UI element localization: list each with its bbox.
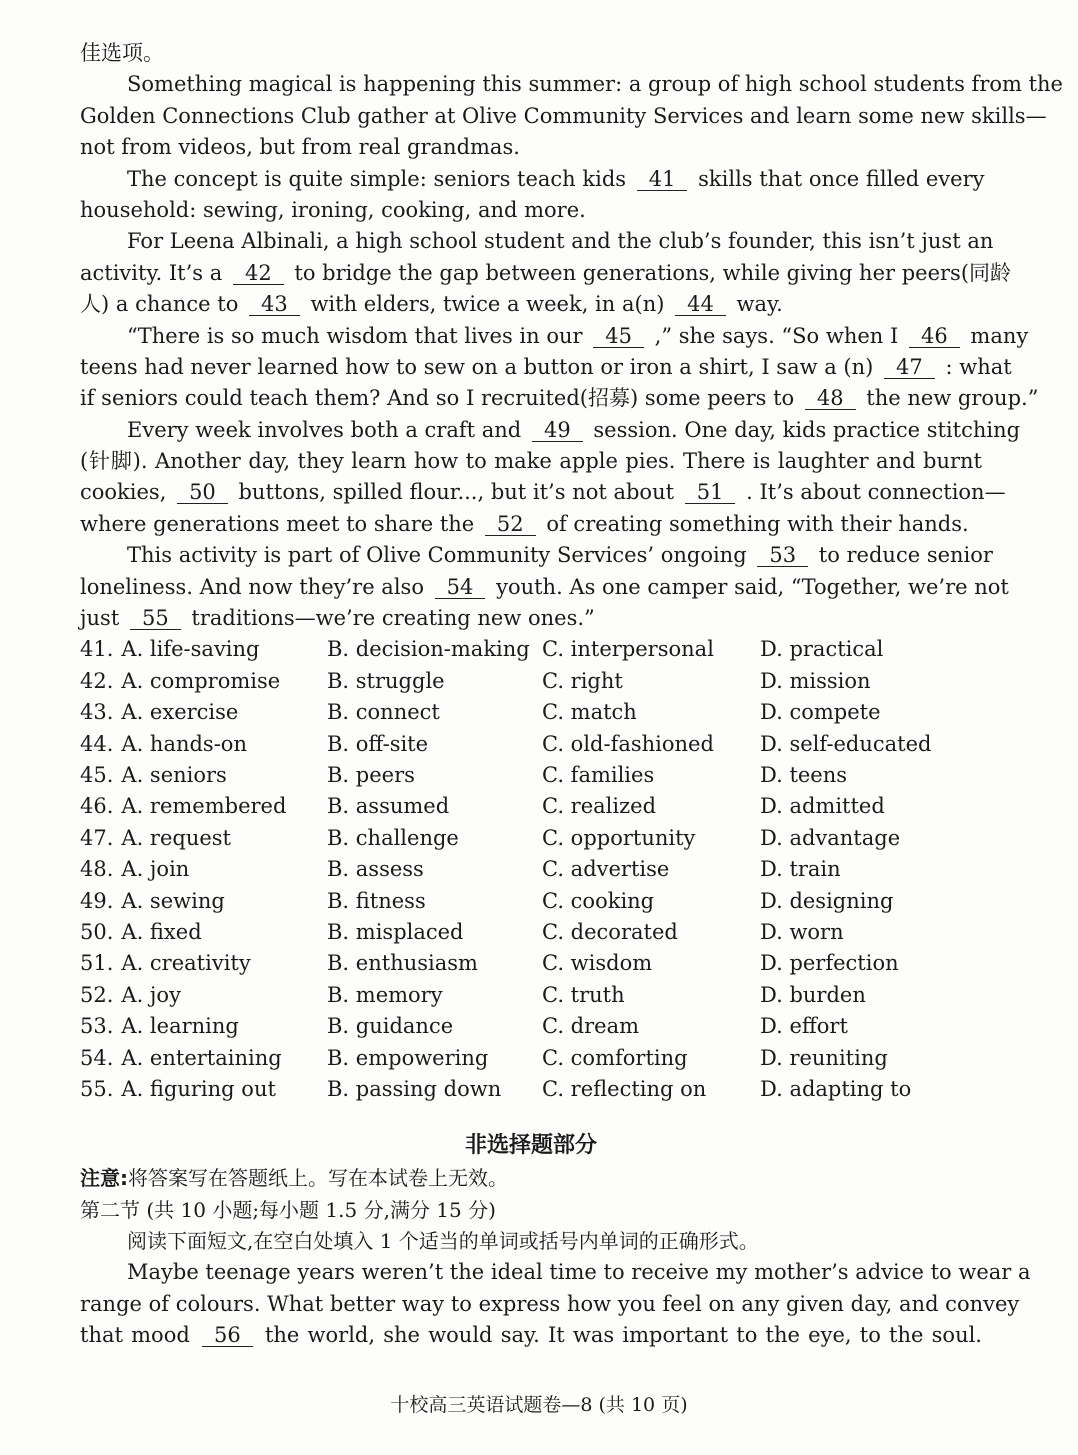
passage-line	[80, 321, 1029, 352]
blank-47: 47	[884, 356, 935, 379]
option: D. advantage	[760, 825, 901, 850]
passage-line	[80, 540, 993, 571]
option	[80, 980, 181, 1011]
question-number: 43.	[80, 700, 114, 725]
passage-line: (针脚). Another day, they learn how to make apple pies. There is laughter and burnt	[80, 449, 982, 474]
text: youth. As one camper said, “Together, we’re not	[496, 574, 1009, 599]
passage-line	[80, 415, 1021, 446]
option	[80, 1011, 239, 1042]
question-number: 41.	[80, 637, 114, 662]
passage2-line: range of colours. What better way to express how you feel on any given day, and convey	[80, 1291, 1020, 1316]
text: Every week involves both a craft and	[127, 417, 522, 442]
option	[80, 854, 189, 885]
section-title: 非选择题部分	[464, 1133, 597, 1159]
option: C. truth	[542, 982, 625, 1007]
blank-44: 44	[675, 293, 726, 316]
text: many	[970, 323, 1029, 348]
text: to bridge the gap between generations, while giving her peers(同龄	[294, 260, 1012, 285]
text: 人) a chance to	[80, 292, 239, 317]
text: “There is so much wisdom that lives in our	[127, 323, 583, 348]
option: D. admitted	[760, 794, 885, 819]
text: of creating something with their hands.	[546, 511, 969, 536]
passage-line	[80, 164, 985, 195]
option	[80, 823, 231, 854]
option: B. assess	[327, 857, 424, 882]
option: C. cooking	[542, 888, 655, 913]
option	[80, 1074, 276, 1105]
text: the new group.”	[866, 386, 1039, 411]
option-a: A. compromise	[121, 668, 281, 693]
option: D. self-educated	[760, 731, 932, 756]
option-a: A. sewing	[121, 888, 225, 913]
question-number: 46.	[80, 794, 114, 819]
option-a: A. remembered	[121, 794, 287, 819]
instruction: 阅读下面短文,在空白处填入 1 个适当的单词或括号内单词的正确形式。	[127, 1229, 759, 1254]
option: B. fitness	[327, 888, 426, 913]
option: B. connect	[327, 700, 440, 725]
text: way.	[736, 292, 783, 317]
option	[80, 666, 280, 697]
option: D. practical	[760, 637, 884, 662]
option: D. adapting to	[760, 1076, 912, 1101]
passage-line: Golden Connections Club gather at Olive Community Services and learn some new skills—	[80, 103, 1047, 128]
option: C. opportunity	[542, 825, 696, 850]
option-a: A. join	[121, 857, 190, 882]
passage-line	[80, 477, 1006, 508]
option: C. decorated	[542, 919, 678, 944]
question-row	[80, 948, 982, 979]
text: if seniors could teach them? And so I recruited(招募) some peers to	[80, 386, 795, 411]
option: D. effort	[760, 1014, 848, 1039]
text: . It’s about connection—	[746, 480, 1006, 505]
option: B. challenge	[327, 825, 459, 850]
text: the world, she would say. It was important to the eye, to the soul.	[264, 1323, 982, 1348]
option: D. designing	[760, 888, 894, 913]
text: just	[80, 606, 120, 631]
text: skills that once filled every	[698, 166, 985, 191]
passage-line: household: sewing, ironing, cooking, and more.	[80, 197, 586, 222]
question-number: 42.	[80, 668, 114, 693]
blank-46: 46	[909, 325, 960, 348]
option-a: A. exercise	[121, 700, 239, 725]
option	[80, 886, 225, 917]
question-row	[80, 1011, 982, 1042]
part-heading: 第二节 (共 10 小题;每小题 1.5 分,满分 15 分)	[80, 1197, 496, 1222]
passage-line: not from videos, but from real grandmas.	[80, 135, 520, 160]
text: traditions—we’re creating new ones.”	[191, 606, 595, 631]
text: teens had never learned how to sew on a button or iron a shirt, I saw a (n)	[80, 354, 874, 379]
option: D. perfection	[760, 951, 899, 976]
blank-56: 56	[202, 1324, 253, 1347]
question-number: 48.	[80, 857, 114, 882]
question-number: 54.	[80, 1045, 114, 1070]
option	[80, 1043, 282, 1074]
option	[80, 729, 247, 760]
question-row	[80, 760, 982, 791]
passage2-line	[80, 1320, 982, 1351]
option: B. enthusiasm	[327, 951, 478, 976]
option: B. passing down	[327, 1076, 502, 1101]
blank-53: 53	[757, 544, 808, 567]
text: ,” she says. “So when I	[654, 323, 899, 348]
text: activity. It’s a	[80, 260, 223, 285]
option: D. burden	[760, 982, 866, 1007]
option: B. assumed	[327, 794, 450, 819]
question-number: 55.	[80, 1076, 114, 1101]
option: C. match	[542, 700, 637, 725]
question-number: 50.	[80, 919, 114, 944]
page-footer: 十校高三英语试题卷—8 (共 10 页)	[390, 1394, 688, 1416]
text: that mood	[80, 1323, 190, 1348]
option: C. old-fashioned	[542, 731, 714, 756]
text: cookies,	[80, 480, 167, 505]
option-a: A. hands-on	[121, 731, 247, 756]
option: B. off-site	[327, 731, 429, 756]
text: with elders, twice a week, in a(n)	[310, 292, 665, 317]
question-row	[80, 697, 982, 728]
question-number: 53.	[80, 1014, 114, 1039]
blank-42: 42	[233, 262, 284, 285]
text: : what	[945, 354, 1012, 379]
passage-line	[80, 289, 982, 320]
option: C. right	[542, 668, 623, 693]
passage-line	[80, 383, 1039, 414]
blank-49: 49	[532, 419, 583, 442]
option	[80, 697, 238, 728]
option: C. reflecting on	[542, 1076, 707, 1101]
option: B. struggle	[327, 668, 445, 693]
option: B. misplaced	[327, 919, 464, 944]
passage-line: For Leena Albinali, a high school student and the club’s founder, this isn’t just an	[127, 229, 994, 254]
passage-line: Something magical is happening this summer: a group of high school students from the	[127, 72, 1063, 97]
question-row	[80, 1074, 982, 1105]
blank-52: 52	[485, 513, 536, 536]
option: B. decision-making	[327, 637, 530, 662]
text: session. One day, kids practice stitching	[593, 417, 1021, 442]
option: C. advertise	[542, 857, 670, 882]
option	[80, 948, 251, 979]
question-row	[80, 634, 982, 665]
question-row	[80, 729, 982, 760]
option: D. train	[760, 857, 841, 882]
option: C. wisdom	[542, 951, 653, 976]
exam-page	[80, 38, 1063, 1352]
option: D. worn	[760, 919, 844, 944]
question-number: 51.	[80, 951, 114, 976]
text: This activity is part of Olive Community Services’ ongoing	[127, 543, 747, 568]
question-number: 49.	[80, 888, 114, 913]
option-a: A. joy	[121, 982, 181, 1007]
option: B. guidance	[327, 1014, 454, 1039]
question-row	[80, 886, 982, 917]
option-a: A. creativity	[121, 951, 251, 976]
question-row	[80, 823, 982, 854]
option-a: A. learning	[121, 1014, 239, 1039]
option: B. memory	[327, 982, 443, 1007]
option: C. realized	[542, 794, 657, 819]
passage-line	[80, 509, 982, 540]
note	[80, 1163, 982, 1194]
option	[80, 634, 260, 665]
option-a: A. figuring out	[121, 1076, 276, 1101]
option: B. empowering	[327, 1045, 489, 1070]
text: to reduce senior	[818, 543, 993, 568]
option-a: A. request	[121, 825, 231, 850]
option	[80, 791, 286, 822]
question-row	[80, 917, 982, 948]
option: C. interpersonal	[542, 637, 714, 662]
blank-41: 41	[637, 168, 688, 191]
option: C. families	[542, 762, 655, 787]
option-a: A. fixed	[121, 919, 202, 944]
passage-line	[80, 572, 1009, 603]
passage-line	[80, 258, 1012, 289]
blank-51: 51	[685, 481, 736, 504]
passage-line: 佳选项。	[80, 41, 164, 65]
option: C. dream	[542, 1014, 640, 1039]
option-a: A. life-saving	[121, 637, 260, 662]
blank-54: 54	[435, 576, 486, 599]
passage-line	[80, 603, 982, 634]
text: where generations meet to share the	[80, 511, 475, 536]
text: The concept is quite simple: seniors teach kids	[127, 166, 627, 191]
option: C. comforting	[542, 1045, 688, 1070]
option-a: A. seniors	[121, 762, 227, 787]
question-row	[80, 980, 982, 1011]
blank-55: 55	[130, 607, 181, 630]
answer-options	[80, 634, 982, 1105]
question-number: 52.	[80, 982, 114, 1007]
note-text: 将答案写在答题纸上。写在本试卷上无效。	[128, 1166, 508, 1191]
option: D. mission	[760, 668, 871, 693]
blank-45: 45	[593, 325, 644, 348]
passage2-line: Maybe teenage years weren’t the ideal time to receive my mother’s advice to wear a	[127, 1260, 1031, 1285]
question-row	[80, 666, 982, 697]
blank-43: 43	[249, 293, 300, 316]
question-row	[80, 1043, 982, 1074]
option: D. teens	[760, 762, 848, 787]
option	[80, 917, 202, 948]
question-row	[80, 791, 982, 822]
note-label: 注意:	[80, 1166, 128, 1191]
passage-line	[80, 352, 1012, 383]
blank-48: 48	[805, 387, 856, 410]
question-number: 45.	[80, 762, 114, 787]
option	[80, 760, 227, 791]
text: buttons, spilled flour..., but it’s not about	[238, 480, 675, 505]
text: loneliness. And now they’re also	[80, 574, 424, 599]
option: D. compete	[760, 700, 881, 725]
question-number: 44.	[80, 731, 114, 756]
blank-50: 50	[177, 481, 228, 504]
option-a: A. entertaining	[121, 1045, 282, 1070]
option: B. peers	[327, 762, 415, 787]
option: D. reuniting	[760, 1045, 888, 1070]
question-number: 47.	[80, 825, 114, 850]
question-row	[80, 854, 982, 885]
